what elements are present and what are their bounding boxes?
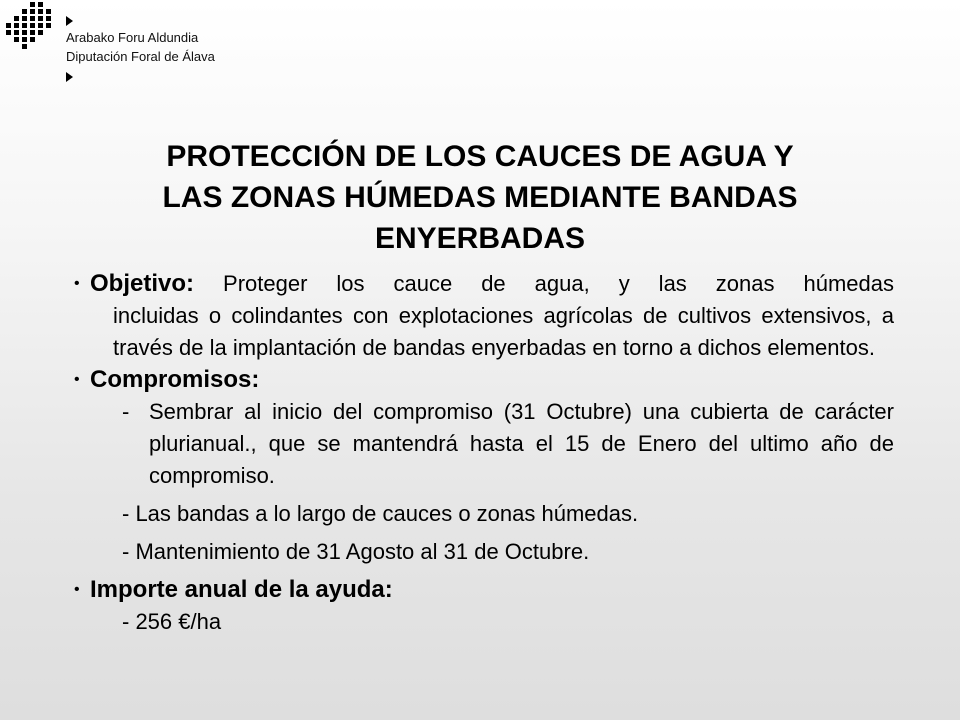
org-name-spanish: Diputación Foral de Álava (66, 49, 215, 64)
org-name-basque: Arabako Foru Aldundia (66, 30, 199, 45)
compromiso-item: - Las bandas a lo largo de cauces o zonas húmedas. (122, 501, 639, 526)
title-line: LAS ZONAS HÚMEDAS MEDIANTE BANDAS (162, 181, 798, 214)
compromisos-bullet (72, 364, 894, 396)
header-logo (0, 0, 240, 80)
compromiso-text: Sembrar al inicio del compromiso (31 Octubre) una cubierta de carácter plurianual., que se mantendrá hasta el 15 de Enero del ultimo año de compromiso. (149, 399, 894, 488)
compromisos-label: Compromisos: (90, 366, 260, 393)
header-org-names (66, 14, 215, 66)
title-line: ENYERBADAS (374, 222, 586, 255)
objetivo-bullet (72, 268, 894, 364)
dash-marker: - (122, 399, 130, 424)
objetivo-text-start: Proteger los cauce de agua, y las zonas húmedas (223, 271, 894, 296)
importe-value: - 256 €/ha (122, 609, 222, 634)
importe-label: Importe anual de la ayuda: (90, 576, 393, 603)
play-arrow-icon (66, 72, 73, 82)
objetivo-first-line (90, 268, 894, 300)
compromiso-item: - Mantenimiento de 31 Agosto al 31 de Octubre. (122, 539, 590, 564)
play-arrow-icon (66, 16, 73, 26)
slide-title (60, 136, 900, 259)
objetivo-text: incluidas o colindantes con explotaciones agrícolas de cultivos extensivos, a través de la implantación de bandas enyerbadas en torno a dichos elementos. (113, 303, 894, 360)
diputacion-logo-icon (0, 0, 60, 60)
objetivo-label: Objetivo: (90, 270, 195, 297)
importe-bullet (72, 574, 894, 606)
title-line: PROTECCIÓN DE LOS CAUCES DE AGUA Y (166, 140, 794, 173)
compromiso-item (72, 396, 894, 492)
slide-body (72, 268, 894, 638)
